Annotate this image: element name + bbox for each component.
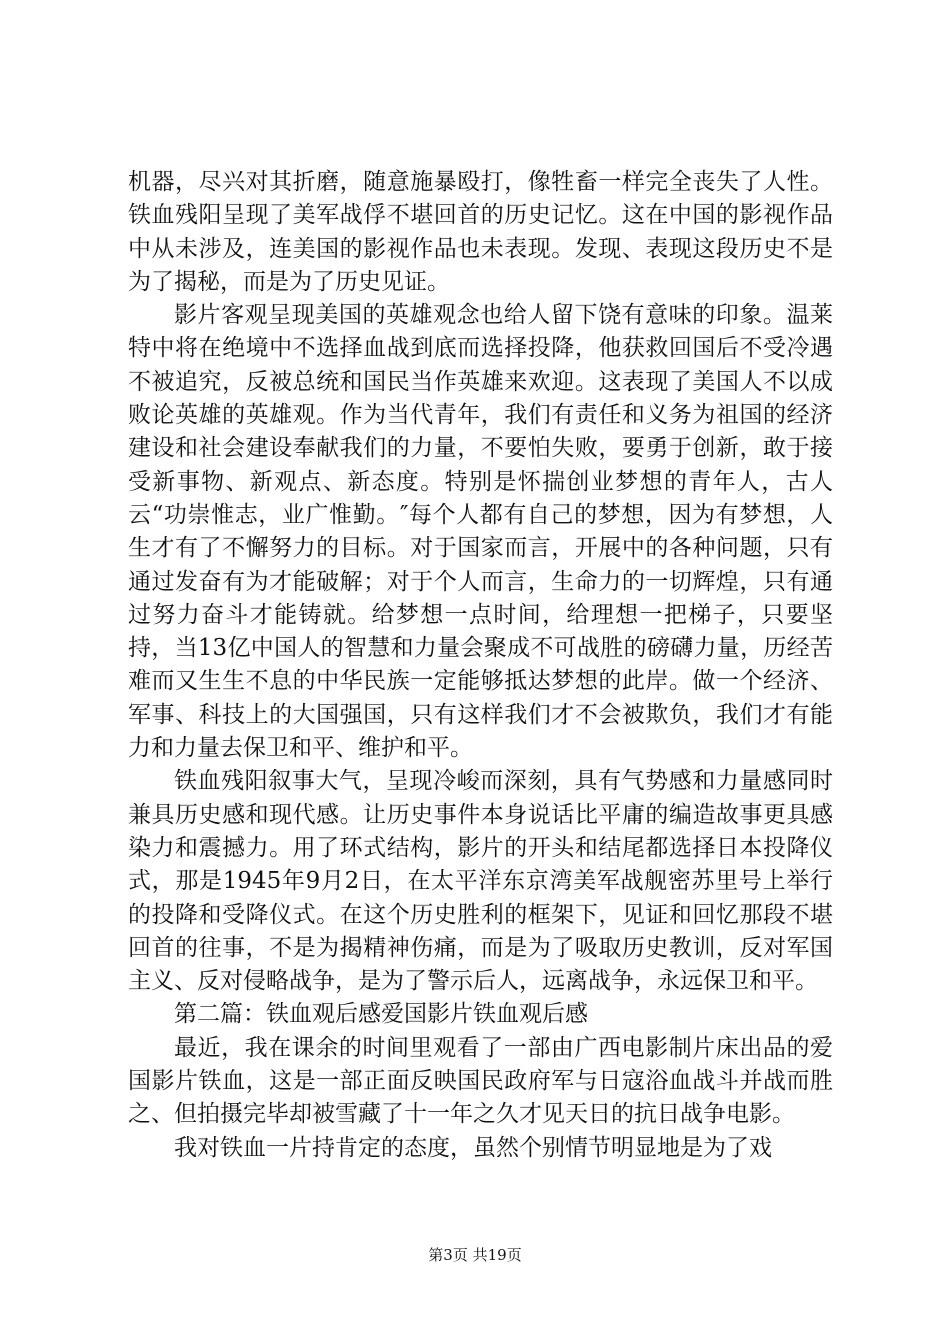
page-number-footer: 第3页 共19页 [428,1246,522,1264]
section-heading: 第二篇：铁血观后感爱国影片铁血观后感 [174,1001,588,1028]
document-body [128,166,833,1165]
paragraph: 影片客观呈现美国的英雄观念也给人留下饶有意味的印象。温莱特中将在绝境中不选择血战到底而选择投降，他获救回国后不受冷遇不被追究，反被总统和国民当作英雄来欢迎。这表现了美国人不以成败论英雄的英雄观。作为当代青年，我们有责任和义务为祖国的经济建设和社会建设奉献我们的力量，不要怕失败，要勇于创新，敢于接受新事物、新观点、新态度。特别是怀揣创业梦想的青年人，古人云“功崇惟志，业广惟勤。″每个人都有自己的梦想，因为有梦想，人生才有了不懈努力的目标。对于国家而言，开展中的各种问题，只有通过发奋有为才能破解；对于个人而言，生命力的一切辉煌，只有通过努力奋斗才能铸就。给梦想一点时间，给理想一把梯子，只要坚持，当13亿中国人的智慧和力量会聚成不可战胜的磅礴力量，历经苦难而又生生不息的中华民族一定能够抵达梦想的此岸。做一个经济、军事、科技上的大国强国，只有这样我们才不会被欺负，我们才有能力和力量去保卫和平、维护和平。 [128,302,833,762]
paragraph: 我对铁血一片持肯定的态度，虽然个别情节明显地是为了戏 [174,1134,772,1161]
paragraph: 机器，尽兴对其折磨，随意施暴殴打，像牲畜一样完全丧失了人性。铁血残阳呈现了美军战俘不堪回首的历史记忆。这在中国的影视作品中从未涉及，连美国的影视作品也未表现。发现、表现这段历史不是为了揭秘，而是为了历史见证。 [128,169,833,295]
paragraph: 铁血残阳叙事大气，呈现冷峻而深刻，具有气势感和力量感同时兼具历史感和现代感。让历史事件本身说话比平庸的编造故事更具感染力和震撼力。用了环式结构，影片的开头和结尾都选择日本投降仪式，那是1945年9月2日，在太平洋东京湾美军战舰密苏里号上举行的投降和受降仪式。在这个历史胜利的框架下，见证和回忆那段不堪回首的往事，不是为揭精神伤痛，而是为了吸取历史教训，反对军国主义、反对侵略战争，是为了警示后人，远离战争，永远保卫和平。 [128,768,833,995]
paragraph: 最近，我在课余的时间里观看了一部由广西电影制片床出品的爱国影片铁血，这是一部正面反映国民政府军与日寇浴血战斗并战而胜之、但拍摄完毕却被雪藏了十一年之久才见天日的抗日战争电影。 [128,1034,833,1128]
